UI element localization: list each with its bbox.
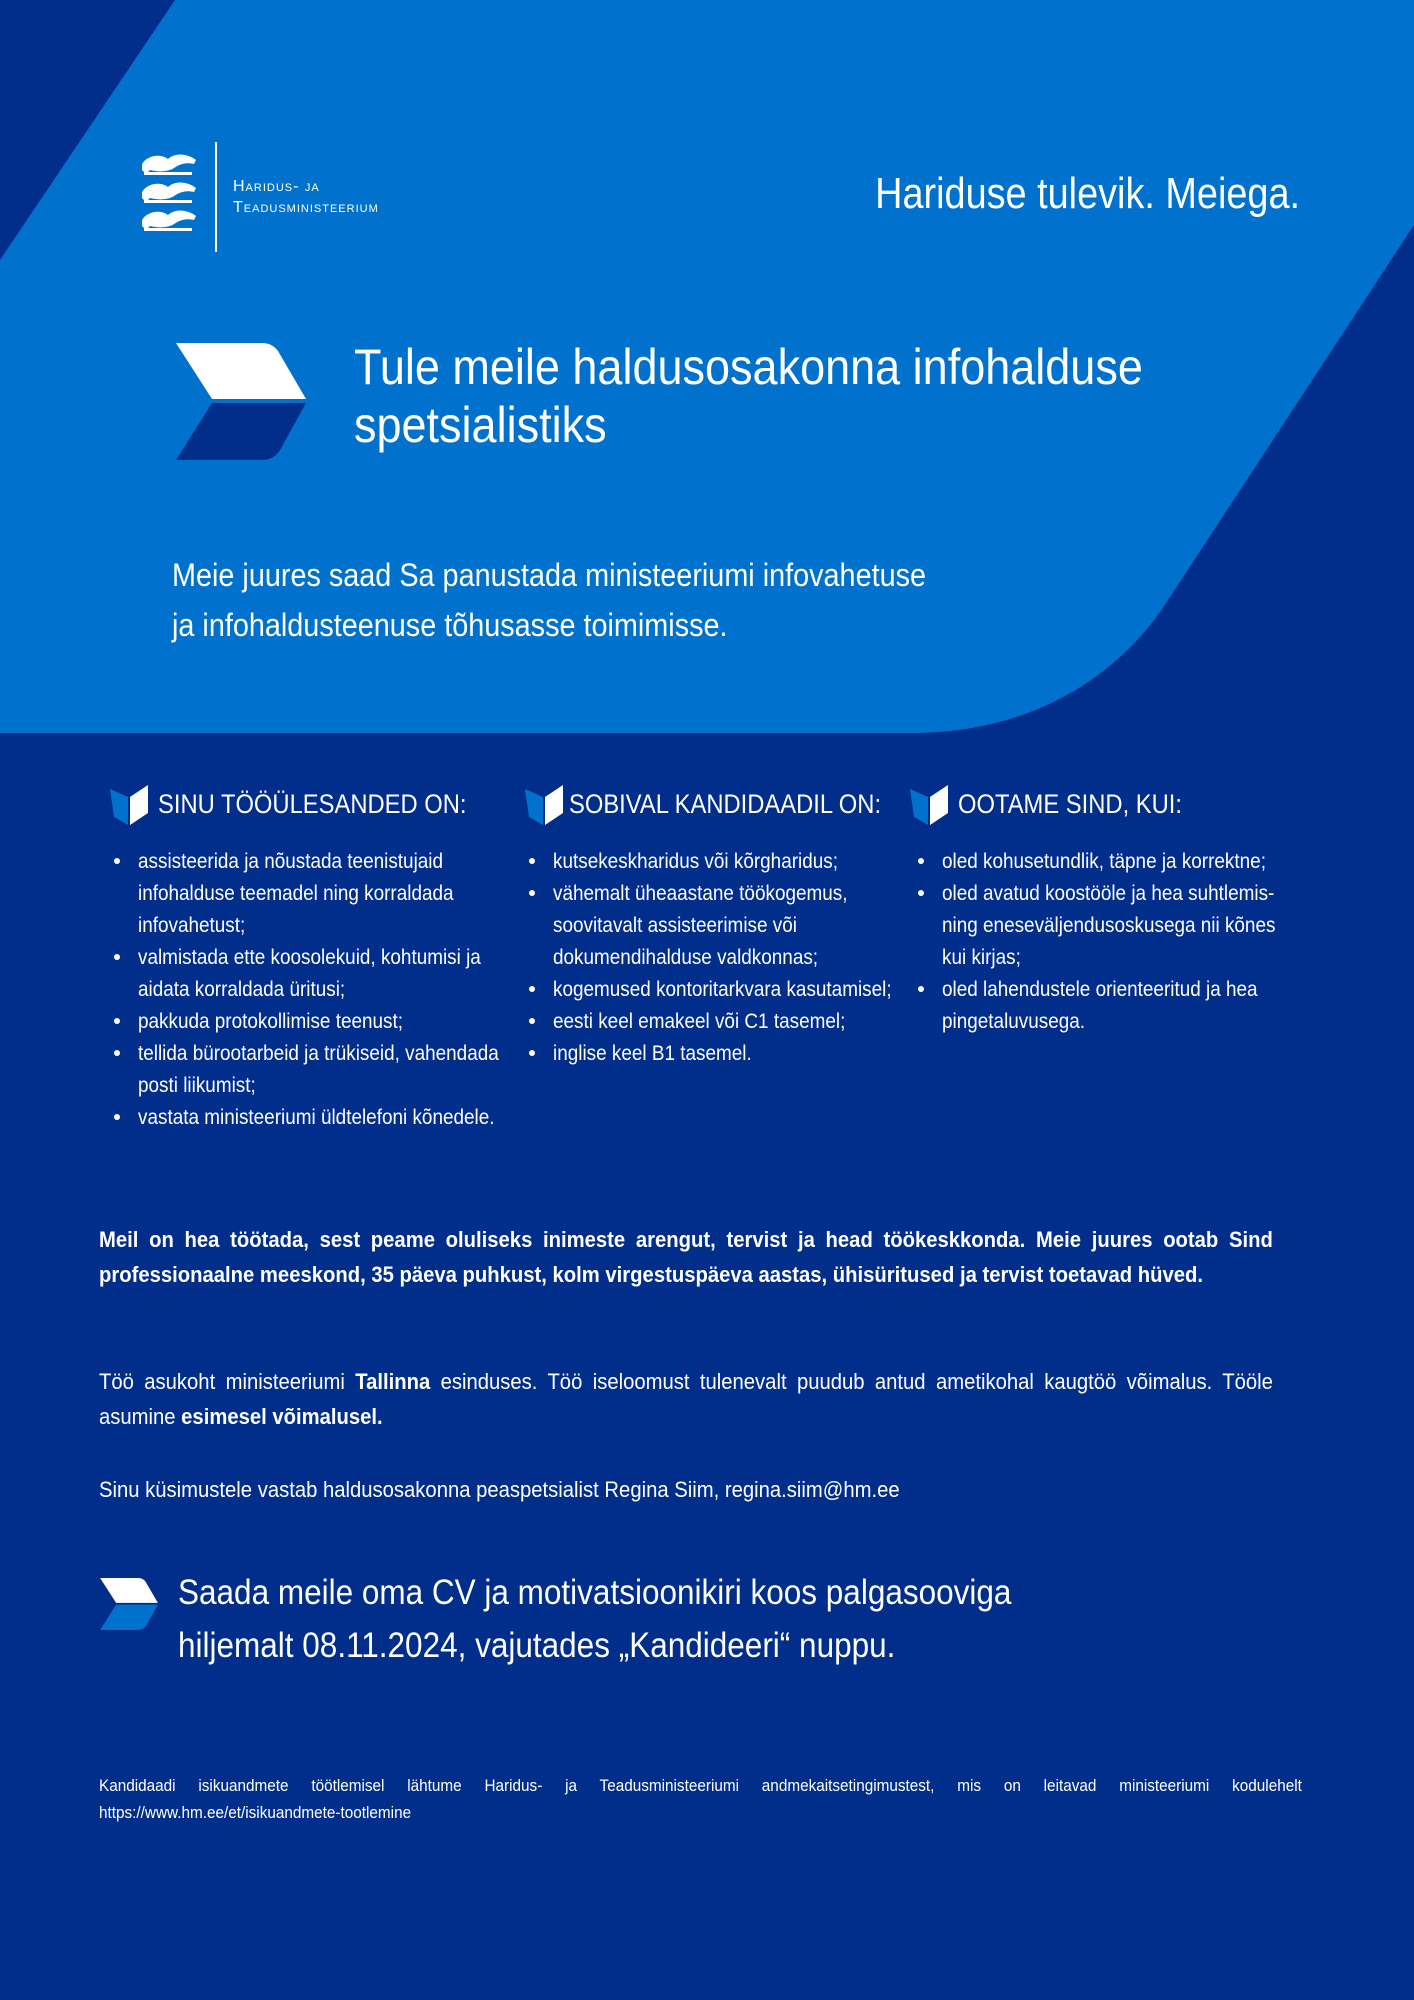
contact-text: Sinu küsimustele vastab haldusosakonna peaspetsialist Regina Siim, regina.siim@hm.ee — [99, 1477, 900, 1502]
benefits-paragraph — [99, 1222, 1273, 1292]
book-icon — [910, 785, 950, 825]
logo-divider — [215, 142, 217, 252]
list-item: oled lahendustele orienteeritud ja hea pingetaluvusega. — [914, 973, 1290, 1037]
location-city: Tallinna — [355, 1369, 431, 1394]
requirements-heading: SOBIVAL KANDIDAADIL ON: — [569, 789, 882, 819]
location-text-2: esinduses. Töö iseloomust tulenevalt puudub antud ametikohal kaugtöö võimalus. Tööle asumine — [99, 1369, 1273, 1429]
intro-line1: Meie juures saad Sa panustada ministeeriumi infovahetuse — [172, 557, 927, 593]
cta-line1: Saada meile oma CV ja motivatsioonikiri koos palgasooviga — [178, 1573, 1012, 1612]
book-icon — [525, 785, 565, 825]
logo-text-line1: Haridus- ja — [233, 178, 320, 195]
list-item: pakkuda protokollimise teenust; — [110, 1005, 510, 1037]
list-item: assisteerida ja nõustada teenistujaid infohalduse teemadel ning korraldada infovahetust; — [110, 845, 510, 941]
chevron-arrow-small-icon — [100, 1578, 158, 1630]
privacy-footer — [99, 1772, 1302, 1826]
cta-line2: hiljemalt 08.11.2024, vajutades „Kandideeri“ nuppu. — [178, 1626, 896, 1665]
list-item: oled avatud koostööle ja hea suhtlemis- ning eneseväljendusoskusega nii kõnes kui kirjas; — [914, 877, 1290, 973]
logo-text — [233, 176, 379, 218]
list-item: kogemused kontoritarkvara kasutamisel; — [525, 973, 900, 1005]
list-item: tellida bürootarbeid ja trükiseid, vahendada posti liikumist; — [110, 1037, 510, 1101]
slogan: Hariduse tulevik. Meiega. — [875, 169, 1300, 218]
book-icon — [110, 785, 150, 825]
location-text-1: Töö asukoht ministeeriumi — [99, 1369, 356, 1394]
location-paragraph — [99, 1364, 1273, 1434]
start-date: esimesel võimalusel. — [181, 1404, 383, 1429]
page-title — [354, 338, 1218, 454]
benefits-text: Meil on hea töötada, sest peame oluliseks inimeste arengut, tervist ja head töökeskkonda. Meie juures ootab Sind professionaalne meeskond, 35 päeva puhkust, kolm virgestuspäeva aastas, ühisüritused ja tervist toetavad hüved. — [99, 1227, 1273, 1287]
requirements-column — [525, 785, 900, 1065]
duties-heading: SINU TÖÖÜLESANDED ON: — [158, 789, 467, 819]
privacy-text: Kandidaadi isikuandmete töötlemisel lähtume Haridus- ja Teadusministeeriumi andmekaitsetingimustest, mis on leitavad ministeeriumi kodulehelt https://www.hm.ee/et/isikuandmete-tootlemine — [99, 1776, 1302, 1822]
list-item: kutsekeskharidus või kõrgharidus; — [525, 845, 900, 877]
title-line2: spetsialistiks — [354, 397, 607, 453]
contact-paragraph — [99, 1472, 1273, 1507]
intro-line2: ja infohaldusteenuse tõhusasse toimimisse. — [172, 607, 728, 643]
list-item: eesti keel emakeel või C1 tasemel; — [525, 1005, 900, 1037]
expectations-column — [910, 785, 1290, 1033]
call-to-action — [178, 1566, 1042, 1672]
list-item: valmistada ette koosolekuid, kohtumisi ja aidata korraldada üritusi; — [110, 941, 510, 1005]
chevron-arrow-icon — [176, 343, 306, 460]
intro-text — [172, 550, 1018, 650]
title-line1: Tule meile haldusosakonna infohalduse — [354, 339, 1143, 395]
list-item: inglise keel B1 tasemel. — [525, 1037, 900, 1069]
logo-text-line2: Teadusministeerium — [233, 199, 379, 216]
three-lions-icon — [142, 155, 196, 231]
list-item: vähemalt üheaastane töökogemus, soovitavalt assisteerimise või dokumendihalduse valdkonnas; — [525, 877, 900, 973]
list-item: vastata ministeeriumi üldtelefoni kõnedele. — [110, 1101, 510, 1133]
expectations-heading: OOTAME SIND, KUI: — [958, 789, 1182, 819]
list-item: oled kohusetundlik, täpne ja korrektne; — [914, 845, 1290, 877]
duties-column — [110, 785, 510, 1129]
